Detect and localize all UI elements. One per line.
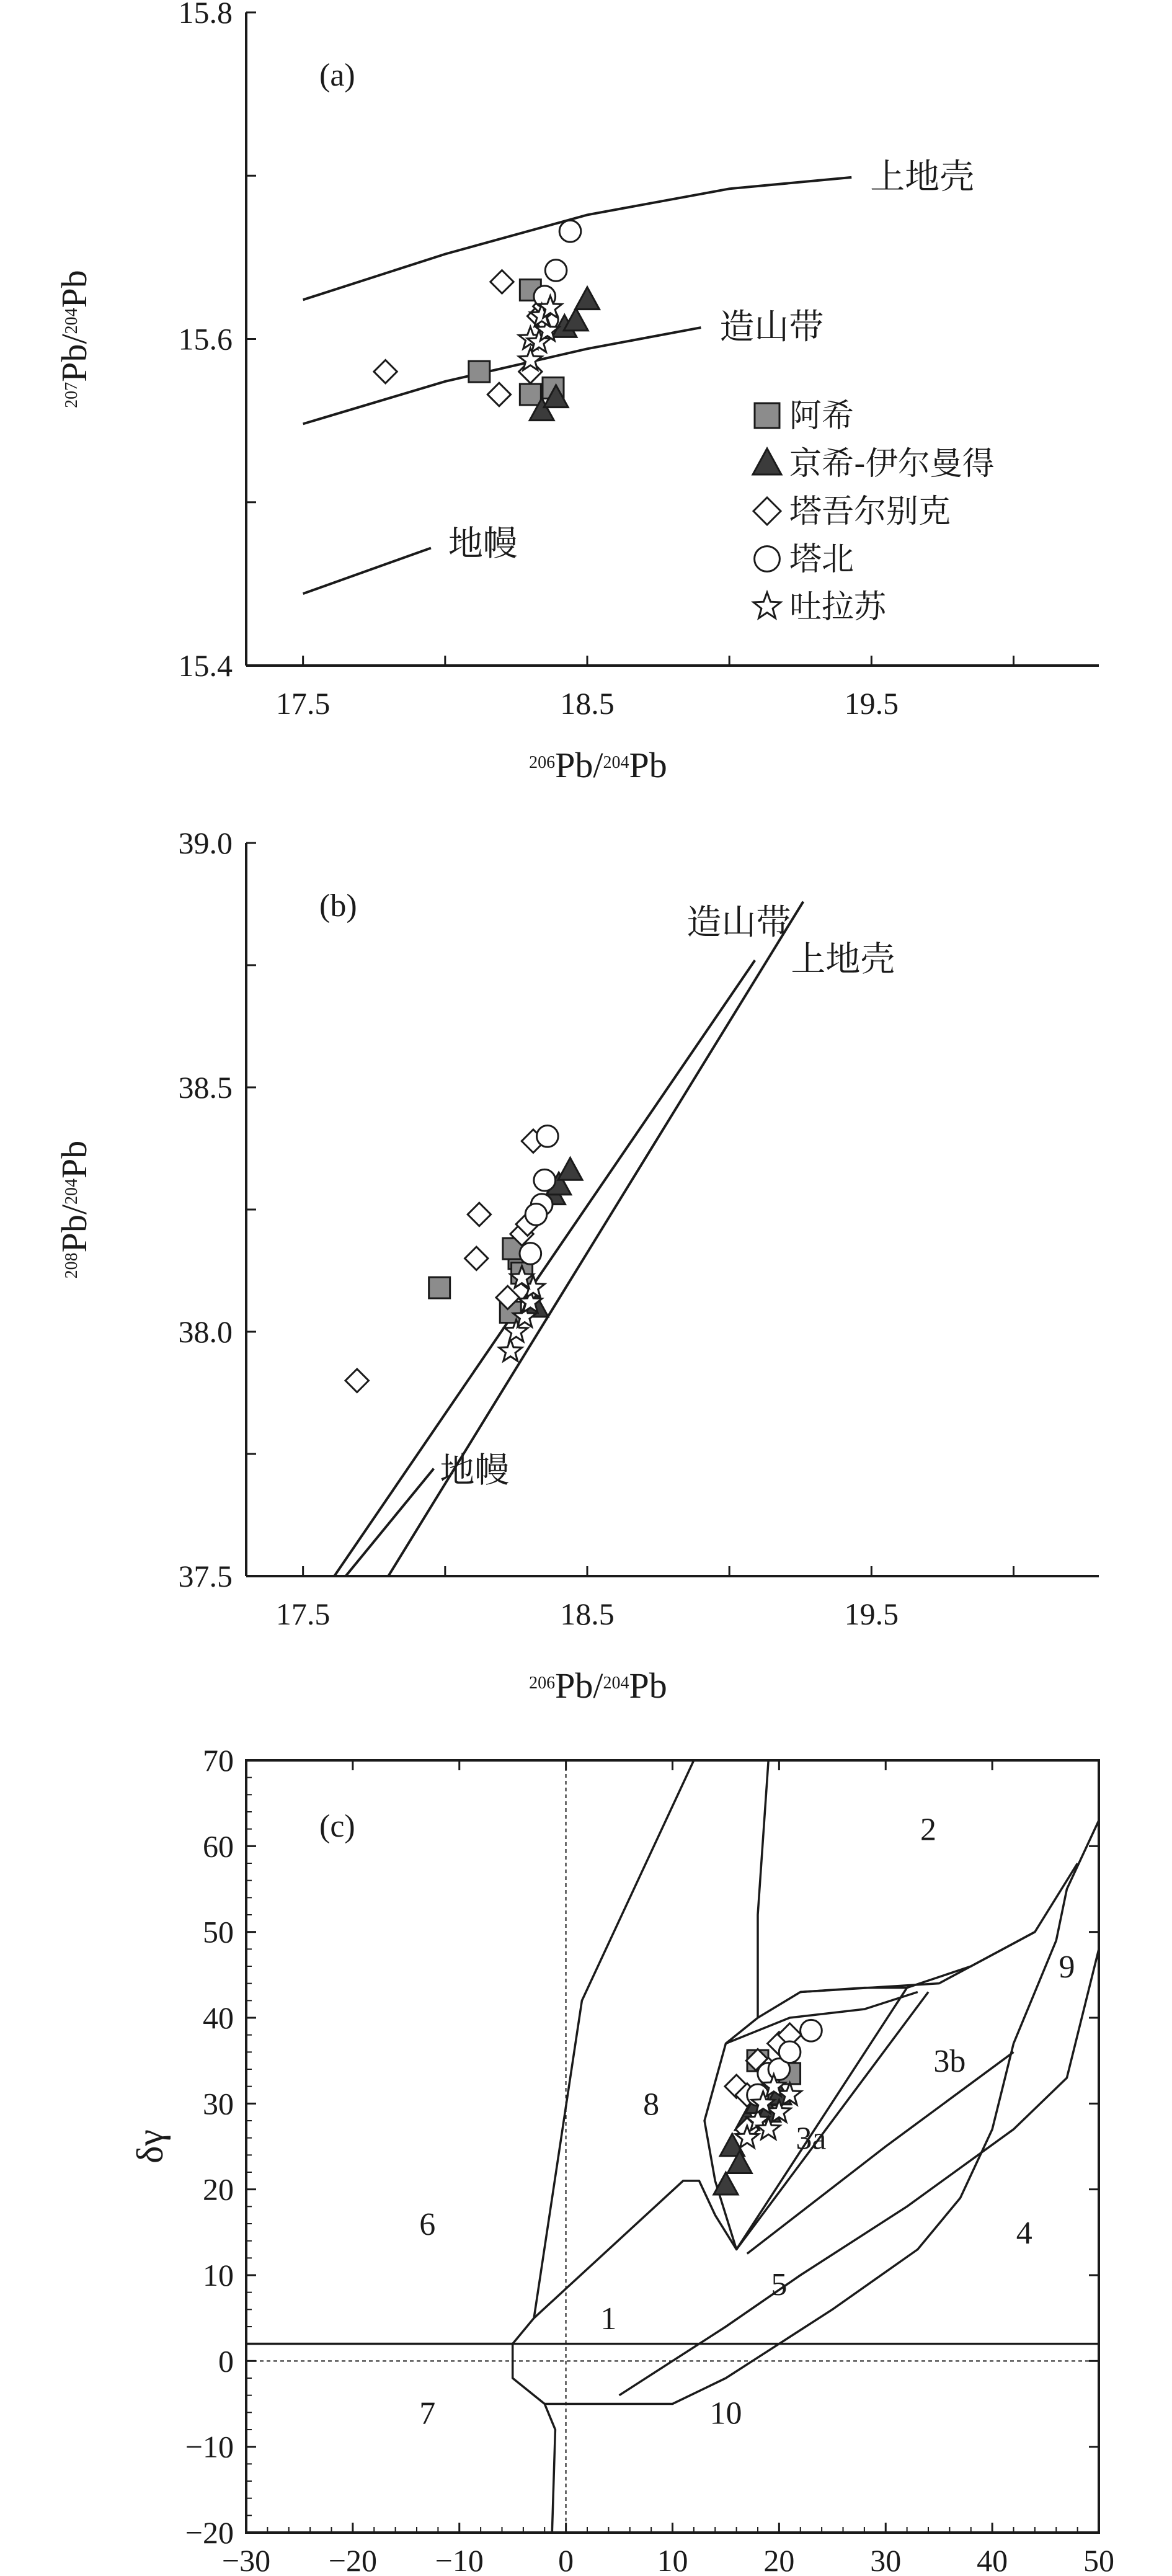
curve-label: 地幔 bbox=[440, 1450, 510, 1491]
legend-label: 塔吾尔别克 bbox=[789, 493, 951, 530]
panel-b-x-axis-label bbox=[529, 1665, 667, 1706]
data-point-triangle bbox=[714, 2172, 738, 2195]
data-point-square bbox=[469, 361, 490, 382]
legend bbox=[753, 398, 995, 626]
x-tick-label: −30 bbox=[221, 2543, 271, 2576]
field-boundary-line bbox=[544, 1821, 1099, 2404]
data-point-circle bbox=[545, 260, 567, 282]
field-label: 6 bbox=[419, 2207, 436, 2242]
x-tick-label: 18.5 bbox=[560, 1597, 615, 1631]
panel-b-y-axis-label bbox=[54, 1141, 94, 1279]
y-tick-label: 38.0 bbox=[178, 1314, 233, 1349]
data-point-triangle bbox=[575, 287, 599, 310]
y-axis-label-text: Pb bbox=[54, 1140, 94, 1179]
panel-a-x-axis-label bbox=[529, 745, 667, 785]
x-tick-label: 19.5 bbox=[844, 686, 899, 721]
reference-curve bbox=[303, 328, 701, 424]
y-tick-label: −20 bbox=[185, 2515, 234, 2550]
panel-b bbox=[54, 826, 1099, 1706]
y-tick-label: −10 bbox=[185, 2429, 234, 2464]
field-label: 10 bbox=[709, 2396, 742, 2431]
data-point-triangle bbox=[558, 1158, 582, 1180]
field-label: 7 bbox=[419, 2396, 436, 2431]
field-boundary-line bbox=[726, 1992, 917, 2044]
field-boundary-line bbox=[513, 1760, 694, 2344]
legend-marker-triangle bbox=[753, 448, 781, 475]
x-tick-label: 10 bbox=[657, 2543, 688, 2576]
field-label: 4 bbox=[1016, 2215, 1032, 2251]
x-tick-label: 18.5 bbox=[560, 686, 615, 721]
field-label: 3b bbox=[933, 2044, 966, 2080]
legend-marker-circle bbox=[755, 546, 780, 572]
x-axis-label-superscript: 204 bbox=[603, 1673, 629, 1693]
y-tick-label: 20 bbox=[203, 2172, 234, 2207]
x-tick-label: 50 bbox=[1083, 2543, 1114, 2576]
panel-a bbox=[54, 0, 1099, 785]
data-point-circle bbox=[520, 1243, 541, 1265]
y-axis-label-superscript: 204 bbox=[61, 1178, 81, 1205]
field-label: 1 bbox=[600, 2301, 617, 2337]
curve-label: 地幔 bbox=[448, 524, 518, 564]
data-point-diamond bbox=[374, 360, 397, 383]
x-tick-label: −20 bbox=[328, 2543, 377, 2576]
data-point-circle bbox=[536, 1125, 558, 1147]
y-axis-label-superscript: 208 bbox=[61, 1252, 81, 1279]
data-point-circle bbox=[534, 1169, 556, 1191]
legend-label: 塔北 bbox=[789, 541, 855, 578]
panel-c-y-axis-label: δγ bbox=[130, 2129, 171, 2164]
y-axis-label-superscript: 204 bbox=[61, 308, 81, 334]
x-axis-label-text: Pb bbox=[629, 745, 667, 785]
data-point-star bbox=[499, 1339, 522, 1361]
x-axis-label-text: Pb/ bbox=[555, 745, 603, 785]
data-point-diamond bbox=[345, 1369, 368, 1392]
x-tick-label: 17.5 bbox=[275, 686, 331, 721]
panel-c bbox=[130, 1743, 1114, 2576]
y-tick-label: 50 bbox=[203, 1914, 234, 1950]
field-label: 9 bbox=[1059, 1950, 1075, 1985]
data-point-circle bbox=[779, 2041, 801, 2063]
x-tick-label: 19.5 bbox=[844, 1597, 899, 1631]
legend-marker-diamond bbox=[753, 497, 781, 525]
y-tick-label: 70 bbox=[203, 1743, 234, 1778]
y-tick-label: 38.5 bbox=[178, 1070, 233, 1105]
data-point-square bbox=[429, 1277, 450, 1298]
field-boundary-line bbox=[246, 2344, 555, 2533]
field-label: 3a bbox=[796, 2121, 827, 2157]
x-axis-label-superscript: 204 bbox=[603, 752, 629, 772]
x-axis-label-text: Pb/ bbox=[555, 1665, 603, 1706]
field-boundary-line bbox=[619, 1949, 1099, 2395]
data-point-diamond bbox=[487, 383, 510, 406]
x-tick-label: −10 bbox=[435, 2543, 484, 2576]
legend-marker-square bbox=[755, 403, 779, 428]
panel-c-label: (c) bbox=[319, 1809, 355, 1844]
panel-b-label: (b) bbox=[319, 888, 357, 924]
legend-label: 阿希 bbox=[789, 398, 855, 435]
data-point-square bbox=[520, 384, 541, 405]
y-tick-label: 40 bbox=[203, 2000, 234, 2035]
field-label: 8 bbox=[643, 2087, 660, 2123]
field-boundary-line bbox=[534, 1988, 907, 2319]
x-axis-label-superscript: 206 bbox=[529, 752, 556, 772]
x-tick-label: 30 bbox=[870, 2543, 902, 2576]
legend-label: 吐拉苏 bbox=[789, 589, 887, 626]
data-point-circle bbox=[801, 2020, 822, 2041]
legend-label: 京希-伊尔曼得 bbox=[789, 445, 995, 483]
y-tick-label: 60 bbox=[203, 1829, 234, 1864]
curve-label: 造山带 bbox=[686, 902, 791, 943]
y-axis-label-text: Pb bbox=[54, 270, 94, 308]
x-axis-label-superscript: 206 bbox=[529, 1673, 556, 1693]
y-tick-label: 15.4 bbox=[178, 648, 233, 683]
reference-curve bbox=[303, 548, 431, 594]
curve-label: 上地壳 bbox=[870, 156, 975, 197]
data-point-circle bbox=[525, 1204, 547, 1226]
reference-curve bbox=[334, 960, 755, 1576]
x-tick-label: 20 bbox=[763, 2543, 795, 2576]
data-point-diamond bbox=[491, 270, 513, 293]
field-label: 5 bbox=[771, 2266, 788, 2302]
y-tick-label: 37.5 bbox=[178, 1559, 233, 1593]
legend-marker-star bbox=[753, 592, 781, 618]
panel-a-label: (a) bbox=[319, 58, 355, 93]
y-tick-label: 15.8 bbox=[178, 0, 233, 30]
panel-c-frame bbox=[246, 1760, 1099, 2533]
field-label: 2 bbox=[920, 1812, 936, 1848]
y-tick-label: 39.0 bbox=[178, 826, 233, 860]
curve-label: 上地壳 bbox=[791, 939, 895, 980]
x-tick-label: 40 bbox=[977, 2543, 1008, 2576]
x-tick-label: 0 bbox=[558, 2543, 574, 2576]
data-point-diamond bbox=[465, 1247, 488, 1270]
curve-label: 造山带 bbox=[719, 307, 824, 348]
y-tick-label: 10 bbox=[203, 2258, 234, 2293]
y-tick-label: 30 bbox=[203, 2086, 234, 2121]
y-tick-label: 15.6 bbox=[178, 321, 233, 357]
y-tick-label: 0 bbox=[218, 2343, 234, 2379]
y-axis-label-text: Pb/ bbox=[54, 1204, 94, 1253]
data-point-circle bbox=[559, 220, 581, 242]
field-boundaries bbox=[246, 1760, 1099, 2533]
x-axis-label-text: Pb bbox=[629, 1665, 667, 1706]
panel-a-y-axis-label bbox=[54, 270, 94, 408]
field-boundary-line bbox=[758, 1760, 768, 2018]
y-axis-label-text: Pb/ bbox=[54, 334, 94, 382]
y-axis-label-superscript: 207 bbox=[61, 381, 81, 408]
x-tick-label: 17.5 bbox=[275, 1597, 331, 1631]
data-point-diamond bbox=[468, 1203, 491, 1226]
